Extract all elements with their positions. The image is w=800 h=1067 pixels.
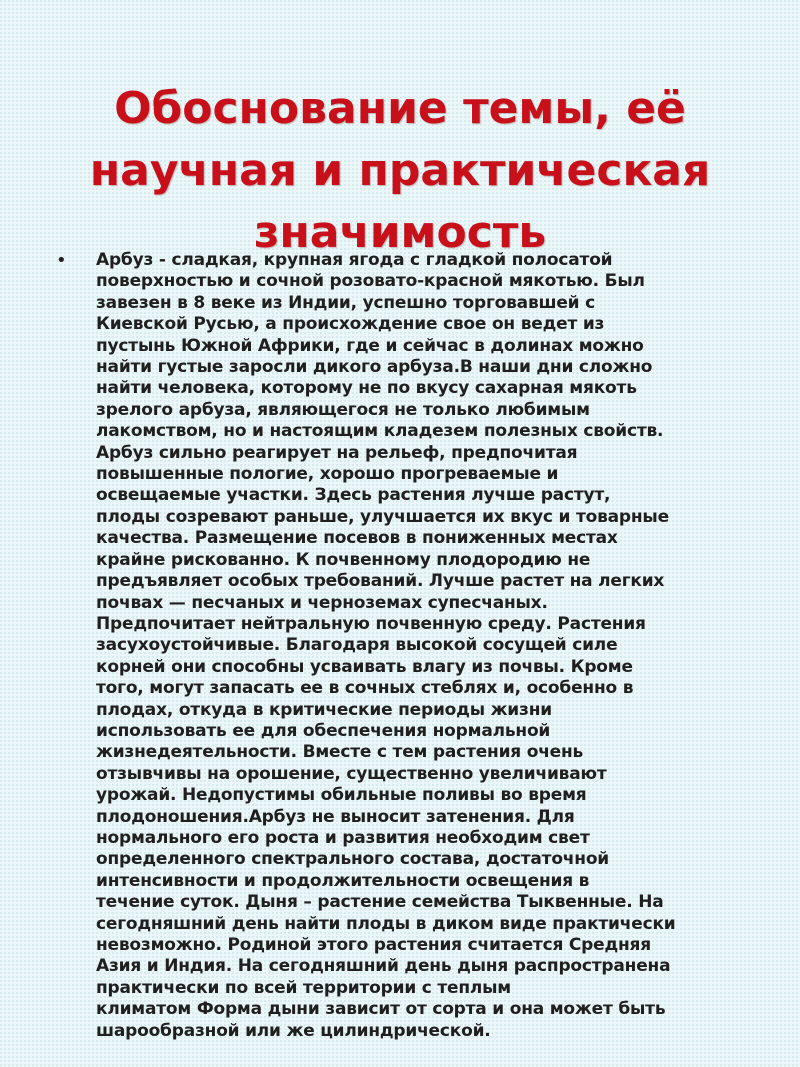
body-text-line: зрелого арбуза, являющегося не только любимым	[96, 399, 590, 420]
body-text-line: нормального его роста и развития необходим свет	[96, 827, 590, 848]
body-text-line: Арбуз сильно реагирует на рельеф, предпочитая	[96, 442, 578, 463]
body-text-line: почвах — песчаных и черноземах супесчаных.	[96, 592, 548, 613]
body-text-line: урожай. Недопустимы обильные поливы во время	[96, 785, 587, 806]
body-text-line: завезен в 8 веке из Индии, успешно торговавшей с	[96, 292, 595, 313]
bullet-text	[96, 250, 676, 1042]
body-text-line: интенсивности и продолжительности освещения в	[96, 870, 590, 891]
body-text-line: сегодняшний день найти плоды в диком виде практически	[96, 913, 676, 934]
body-text-line: Киевской Русью, а происхождение свое он ведет из	[96, 314, 605, 335]
body-text-line: корней они способны усваивать влагу из почвы. Кроме	[96, 656, 633, 677]
slide-title-line-1: Обоснование темы, её	[114, 83, 686, 134]
body-text-line: поверхностью и сочной розовато-красной мякотью. Был	[96, 271, 645, 292]
body-text-line: климатом Форма дыни зависит от сорта и она может быть	[96, 999, 666, 1020]
body-text-line: невозможно. Родиной этого растения считается Средняя	[96, 935, 651, 955]
slide-title-line-2: научная и практическая	[89, 145, 711, 196]
body-text-line: лакомством, но и настоящим кладезем полезных свойств.	[96, 421, 664, 442]
body-text-line: отзывчивы на орошение, существенно увеличивают	[96, 763, 607, 784]
body-text-line: жизнедеятельности. Вместе с тем растения очень	[96, 742, 584, 763]
body-text-line: Предпочитает нейтральную почвенную среду. Растения	[96, 613, 646, 634]
body-text-line: Азия и Индия. На сегодняшний день дыня распространена	[96, 956, 671, 977]
slide-body	[52, 250, 757, 1042]
body-text-line: того, могут запасать ее в сочных стеблях и, особенно в	[96, 678, 634, 699]
body-text-line: засухоустойчивые. Благодаря высокой сосущей силе	[96, 635, 618, 656]
body-text-line: крайне рискованно. К почвенному плодородию не	[96, 549, 591, 570]
body-text-line: пустынь Южной Африки, где и сейчас в долинах можно	[96, 335, 644, 356]
body-text-line: определенного спектрального состава, достаточной	[96, 849, 610, 870]
body-text-line: предъявляет особых требований. Лучше растет на легких	[96, 571, 665, 592]
body-text-line: плодоношения.Арбуз не выносит затенения. Для	[96, 806, 575, 827]
body-text-line: течение суток. Дыня – растение семейства Тыквенные. На	[96, 892, 664, 913]
body-text-line: повышенные пологие, хорошо прогреваемые и	[96, 464, 559, 485]
body-text-line: найти человека, которому не по вкусу сахарная мякоть	[96, 378, 637, 399]
body-text-line: практически по всей территории с теплым	[96, 977, 511, 998]
body-text-line: использовать ее для обеспечения нормальной	[96, 720, 551, 741]
body-text-line: качества. Размещение посевов в пониженных местах	[96, 528, 618, 549]
slide-title	[40, 78, 760, 264]
body-text-line: шарообразной или же цилиндрической.	[96, 1020, 491, 1041]
body-text-line: найти густые заросли дикого арбуза.В наши дни сложно	[96, 357, 653, 378]
bullet-item	[52, 250, 757, 1042]
slide-title-line-3: значимость	[253, 207, 547, 258]
bullet-icon: •	[56, 250, 67, 271]
body-text-line: плоды созревают раньше, улучшается их вкус и товарные	[96, 506, 669, 527]
body-text-line: плодах, откуда в критические периоды жизни	[96, 699, 552, 720]
body-text-line: освещаемые участки. Здесь растения лучше растут,	[96, 485, 611, 506]
body-text-line: Арбуз - сладкая, крупная ягода с гладкой полосатой	[96, 250, 613, 270]
